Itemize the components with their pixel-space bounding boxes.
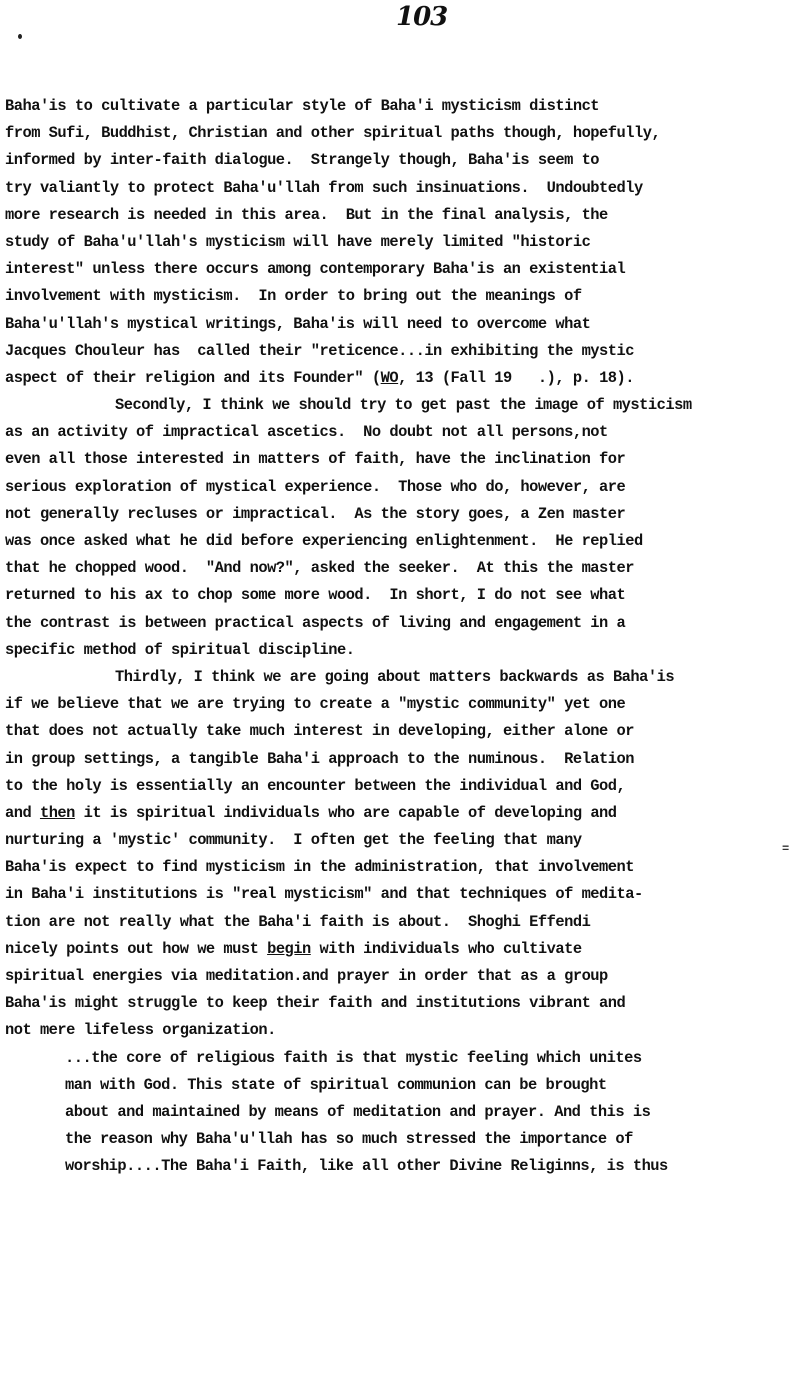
text-line: more research is needed in this area. But in the final analysis, the [5, 205, 608, 224]
text-line: that does not actually take much interest in developing, either alone or [5, 722, 634, 741]
text-fragment: , 13 (Fall 19 .), p. 18). [398, 368, 635, 387]
text-line: serious exploration of mystical experience. Those who do, however, are [5, 477, 626, 496]
text-line: was once asked what he did before experiencing enlightenment. He replied [5, 532, 643, 550]
text-fragment: it is spiritual individuals who are capable of developing and [74, 803, 617, 822]
paragraph-3 [5, 664, 798, 1045]
text-line: to the holy is essentially an encounter between the individual and God, [5, 776, 626, 795]
text-line: not mere lifeless organization. [5, 1021, 276, 1040]
text-line-citation [5, 365, 798, 392]
text-line-begin [5, 936, 798, 963]
text-fragment: and [5, 803, 40, 822]
text-line: even all those interested in matters of faith, have the inclination for [5, 450, 626, 469]
text-line: Thirdly, I think we are going about matters backwards as Baha'is [115, 667, 675, 686]
text-line: study of Baha'u'llah's mysticism will have merely limited "historic [5, 232, 591, 251]
quote-line: worship....The Baha'i Faith, like all other Divine Religinns, is thus [65, 1157, 668, 1176]
text-line: if we believe that we are trying to create a "mystic community" yet one [5, 695, 626, 714]
text-line: spiritual energies via meditation.and prayer in order that as a group [5, 967, 608, 985]
text-line: tion are not really what the Baha'i faith is about. Shoghi Effendi [5, 912, 591, 931]
text-line: nurturing a 'mystic' community. I often get the feeling that many [5, 831, 582, 850]
text-line: not generally recluses or impractical. As the story goes, a Zen master [5, 504, 626, 523]
paragraph-2 [5, 392, 798, 664]
underlined-word: begin [267, 939, 311, 958]
text-line: Jacques Chouleur has called their "reticence...in exhibiting the mystic [5, 341, 634, 360]
text-fragment: nicely points out how we must [5, 939, 268, 958]
text-line: try valiantly to protect Baha'u'llah from such insinuations. Undoubtedly [5, 178, 643, 197]
text-line: returned to his ax to chop some more wood. In short, I do not see what [5, 586, 626, 605]
text-line: Baha'is expect to find mysticism in the administration, that involvement [5, 858, 634, 877]
text-line: that he chopped wood. "And now?", asked the seeker. At this the master [5, 559, 634, 578]
text-line: the contrast is between practical aspects of living and engagement in a [5, 613, 626, 632]
text-line: Secondly, I think we should try to get past the image of mysticism [115, 396, 692, 415]
text-line: involvement with mysticism. In order to bring out the meanings of [5, 287, 582, 306]
text-line: in group settings, a tangible Baha'i approach to the numinous. Relation [5, 749, 634, 768]
paragraph-1 [5, 93, 798, 392]
text-fragment: with individuals who cultivate [310, 939, 582, 958]
quote-line: the reason why Baha'u'llah has so much stressed the importance of [65, 1130, 633, 1149]
text-line: specific method of spiritual discipline. [5, 640, 355, 659]
quote-line: about and maintained by means of meditation and prayer. And this is [65, 1102, 651, 1121]
quote-line: ...the core of religious faith is that mystic feeling which unites [65, 1048, 642, 1067]
block-quote [5, 1045, 798, 1181]
text-line: interest" unless there occurs among contemporary Baha'is an existential [5, 260, 626, 279]
underlined-abbreviation: WO [380, 368, 399, 387]
text-line-then [5, 800, 798, 827]
margin-mark: = [782, 842, 790, 856]
text-line: from Sufi, Buddhist, Christian and other spiritual paths though, hopefully, [5, 124, 661, 143]
text-fragment: aspect of their religion and its Founder" ( [5, 368, 381, 387]
page-body [5, 93, 798, 1181]
ink-speck [18, 34, 22, 39]
text-line: Baha'is to cultivate a particular style of Baha'i mysticism distinct [5, 97, 600, 115]
text-line: Baha'u'llah's mystical writings, Baha'is will need to overcome what [5, 314, 591, 333]
text-line: as an activity of impractical ascetics. No doubt not all persons,not [5, 423, 608, 442]
quote-line: man with God. This state of spiritual communion can be brought [65, 1075, 607, 1094]
text-line: informed by inter-faith dialogue. Strangely though, Baha'is seem to [5, 151, 600, 170]
text-line: Baha'is might struggle to keep their faith and institutions vibrant and [5, 994, 626, 1013]
page-number: 103 [396, 2, 448, 32]
text-line: in Baha'i institutions is "real mysticism" and that techniques of medita- [5, 885, 643, 904]
underlined-word: then [39, 803, 75, 822]
